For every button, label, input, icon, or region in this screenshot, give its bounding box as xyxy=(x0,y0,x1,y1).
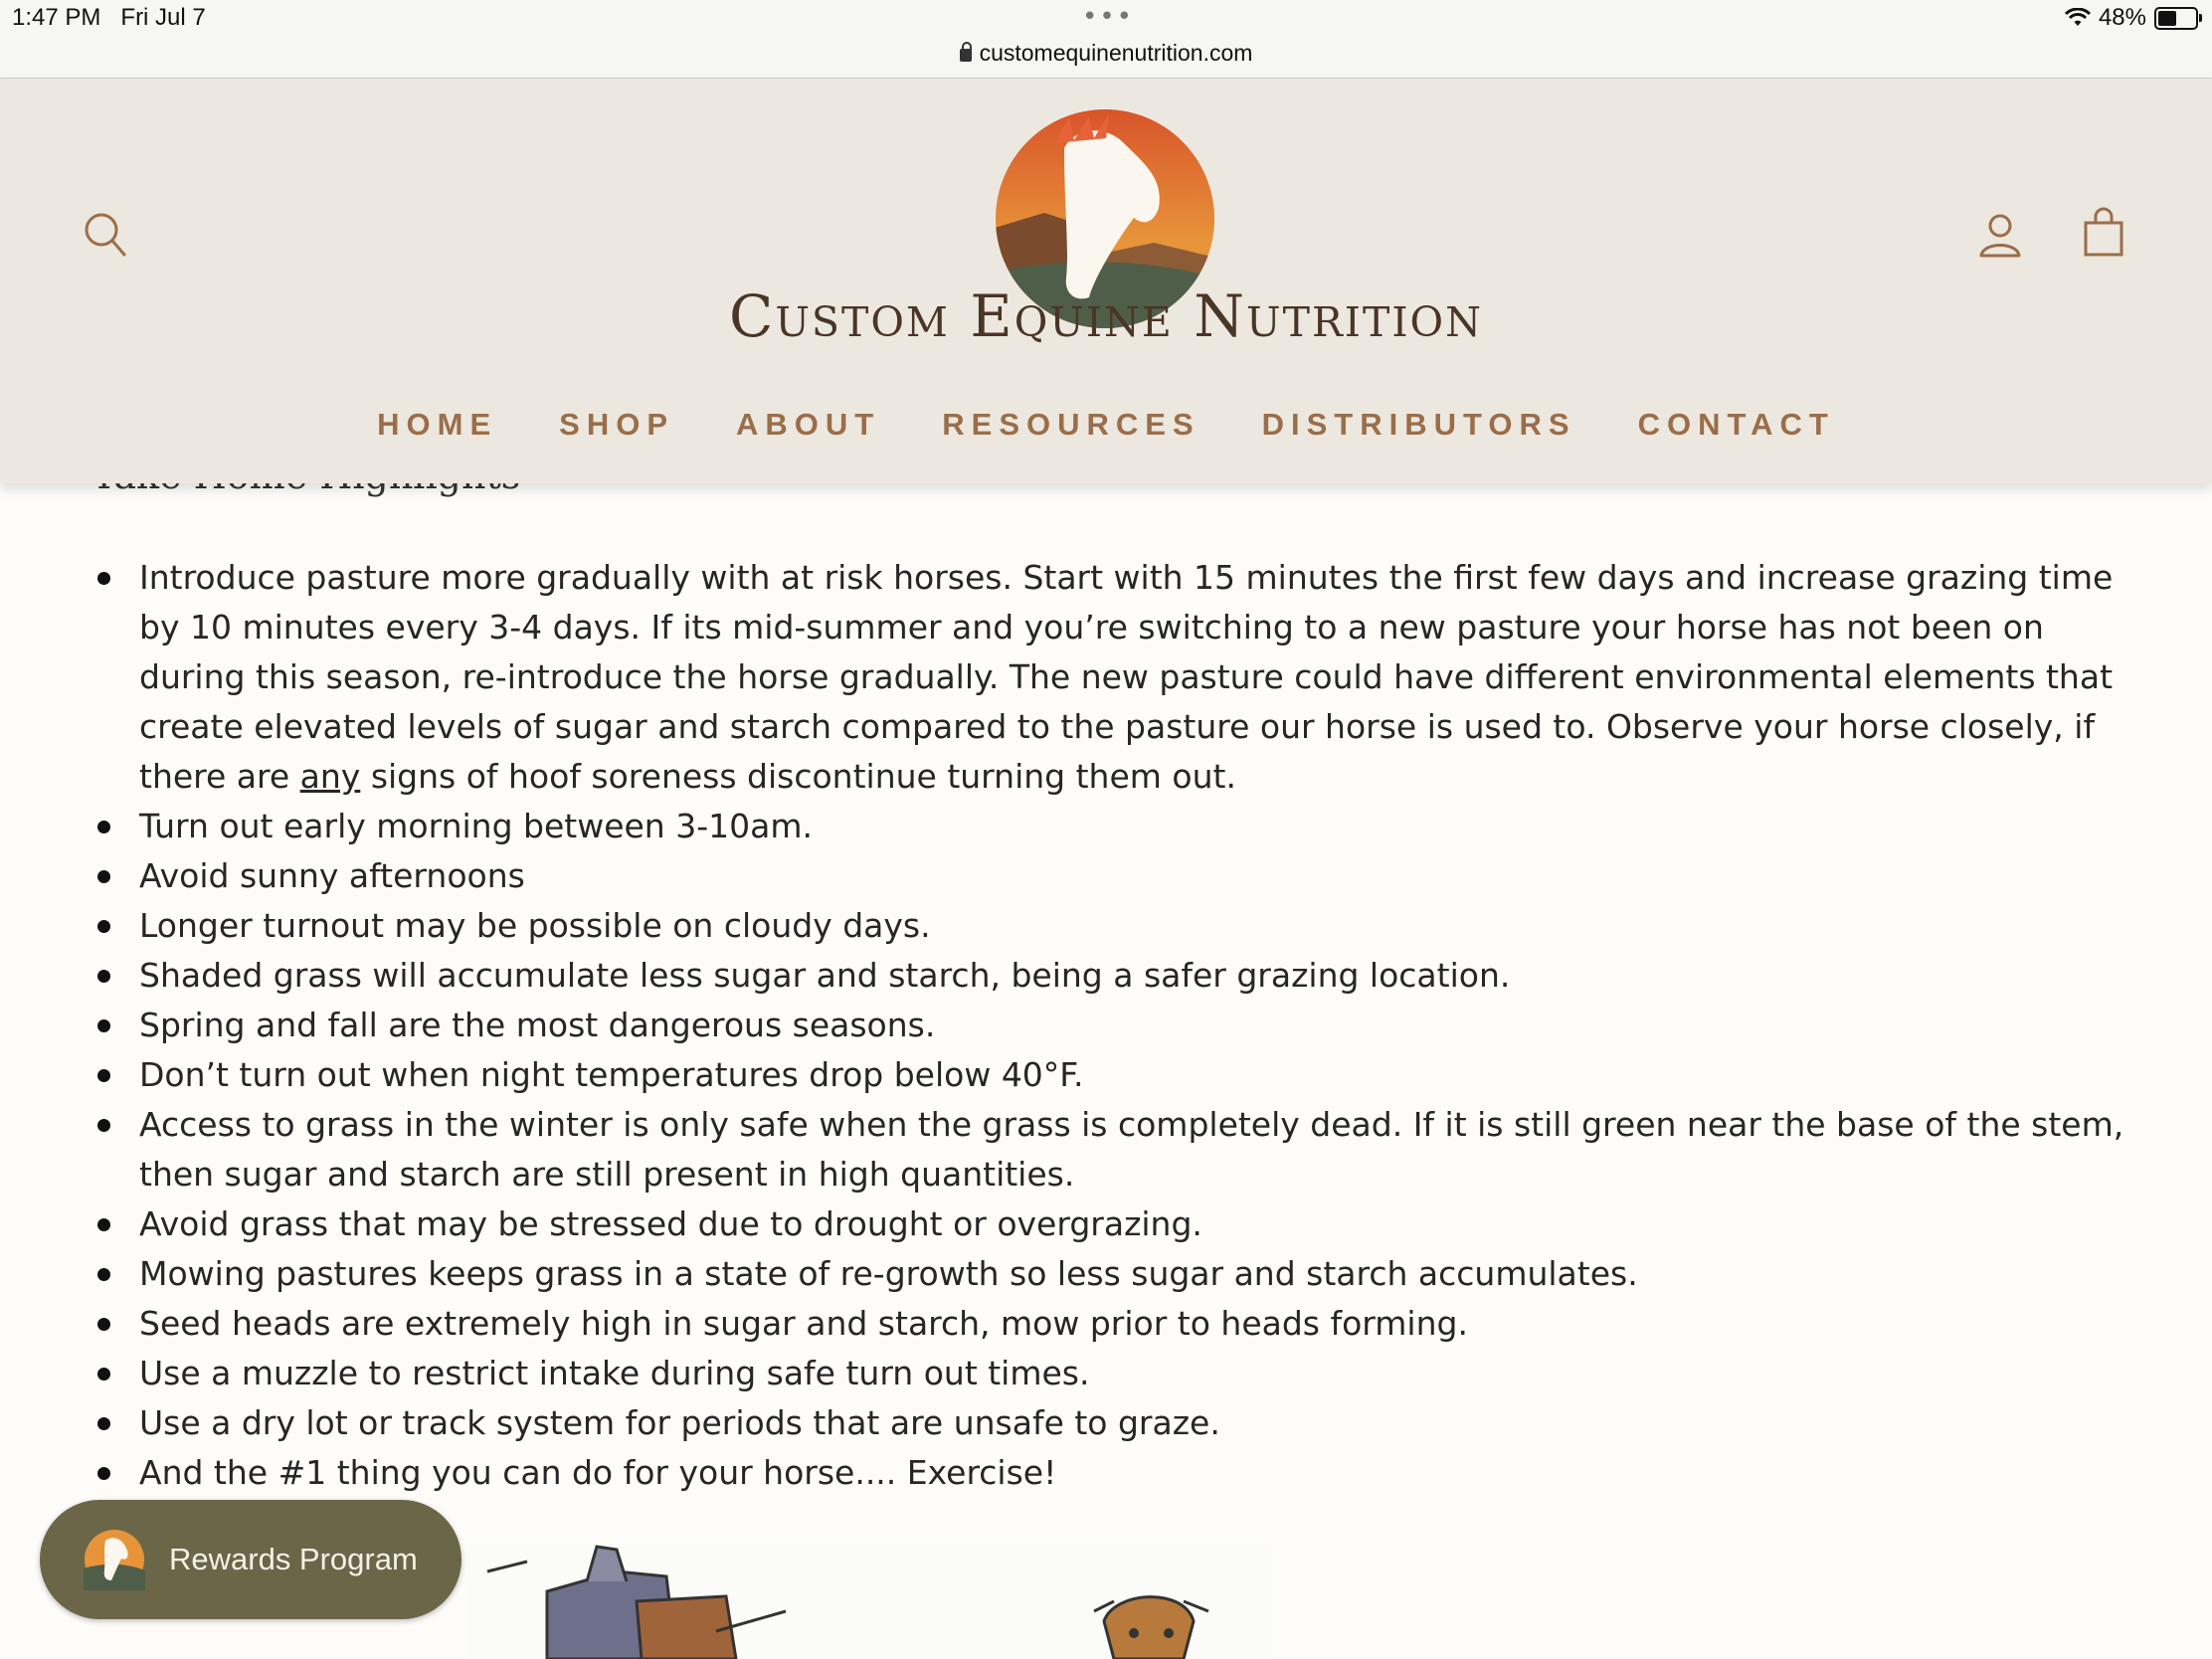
nav-home[interactable]: HOME xyxy=(377,407,498,442)
brand-name[interactable]: Custom Equine Nutrition xyxy=(728,282,1484,350)
clock: 1:47 PM xyxy=(12,4,101,31)
list-item: Don’t turn out when night temperatures drop below 40°F. xyxy=(92,1050,2140,1100)
list-item: Use a muzzle to restrict intake during safe turn out times. xyxy=(92,1349,2140,1398)
date: Fri Jul 7 xyxy=(120,4,206,31)
list-item: Mowing pastures keeps grass in a state of re-growth so less sugar and starch accumulates. xyxy=(92,1249,2140,1299)
nav-shop[interactable]: SHOP xyxy=(559,407,675,442)
rewards-label: Rewards Program xyxy=(169,1542,418,1576)
bullet-icon xyxy=(97,572,110,585)
bullet-icon xyxy=(97,1069,110,1082)
bullet-icon xyxy=(97,1268,110,1281)
article-content xyxy=(92,553,2140,1498)
site-header xyxy=(0,79,2212,483)
status-bar xyxy=(0,0,2212,79)
battery-icon xyxy=(2154,7,2198,30)
search-icon[interactable] xyxy=(84,210,127,260)
horse-logo-icon xyxy=(84,1529,145,1590)
main-nav xyxy=(0,407,2212,443)
cartoon-illustration xyxy=(467,1542,1273,1659)
nav-distributors[interactable]: DISTRIBUTORS xyxy=(1261,407,1576,442)
list-item: And the #1 thing you can do for your horse.... Exercise! xyxy=(92,1448,2140,1498)
multitasking-dots[interactable]: ••• xyxy=(1082,2,1135,32)
list-item: Avoid grass that may be stressed due to drought or overgrazing. xyxy=(92,1199,2140,1249)
nav-about[interactable]: ABOUT xyxy=(736,407,881,442)
bullet-icon xyxy=(97,1467,110,1480)
list-item: Shaded grass will accumulate less sugar and starch, being a safer grazing location. xyxy=(92,951,2140,1001)
list-item: Access to grass in the winter is only safe when the grass is completely dead. If it is still green near the base of the stem, then sugar and starch are still present in high quantities. xyxy=(92,1100,2140,1199)
bullet-icon xyxy=(97,1218,110,1231)
status-indicators xyxy=(2065,4,2198,32)
cart-icon[interactable] xyxy=(2083,206,2124,258)
bullet-icon xyxy=(97,1019,110,1032)
battery-percent: 48% xyxy=(2098,4,2146,31)
list-item: Spring and fall are the most dangerous seasons. xyxy=(92,1001,2140,1050)
list-item: Turn out early morning between 3-10am. xyxy=(92,802,2140,851)
list-item: Longer turnout may be possible on cloudy days. xyxy=(92,901,2140,951)
rewards-program-button[interactable] xyxy=(40,1500,461,1619)
url-text: customequinenutrition.com xyxy=(979,40,1253,66)
list-item: Avoid sunny afternoons xyxy=(92,851,2140,901)
nav-contact[interactable]: CONTACT xyxy=(1637,407,1835,442)
address-bar[interactable] xyxy=(0,40,2212,67)
bullet-icon xyxy=(97,821,110,833)
emphasis-link: any xyxy=(299,757,361,796)
bullet-icon xyxy=(97,1119,110,1132)
list-item: Use a dry lot or track system for periods that are unsafe to graze. xyxy=(92,1398,2140,1448)
highlights-list xyxy=(92,553,2140,1498)
bullet-icon xyxy=(97,1368,110,1381)
status-time xyxy=(12,4,206,32)
bullet-icon xyxy=(97,1417,110,1430)
bullet-icon xyxy=(97,1318,110,1331)
nav-resources[interactable]: RESOURCES xyxy=(942,407,1200,442)
bullet-icon xyxy=(97,920,110,933)
wifi-icon xyxy=(2065,8,2091,28)
list-item: Seed heads are extremely high in sugar and starch, mow prior to heads forming. xyxy=(92,1299,2140,1349)
bullet-icon xyxy=(97,870,110,883)
bullet-icon xyxy=(97,970,110,983)
list-item: Introduce pasture more gradually with at risk horses. Start with 15 minutes the first few days and increase grazing time by 10 minutes every 3-4 days. If its mid-summer and you’re switching to a new pasture your horse has not been on during this season, re-introduce the horse gradually. The new pasture could have different environmental elements that create elevated levels of sugar and starch compared to the pasture our horse is used to. Observe your horse closely, if there are any signs of hoof soreness discontinue turning them out. xyxy=(92,553,2140,802)
lock-icon xyxy=(960,49,972,62)
account-icon[interactable] xyxy=(1977,212,2023,258)
